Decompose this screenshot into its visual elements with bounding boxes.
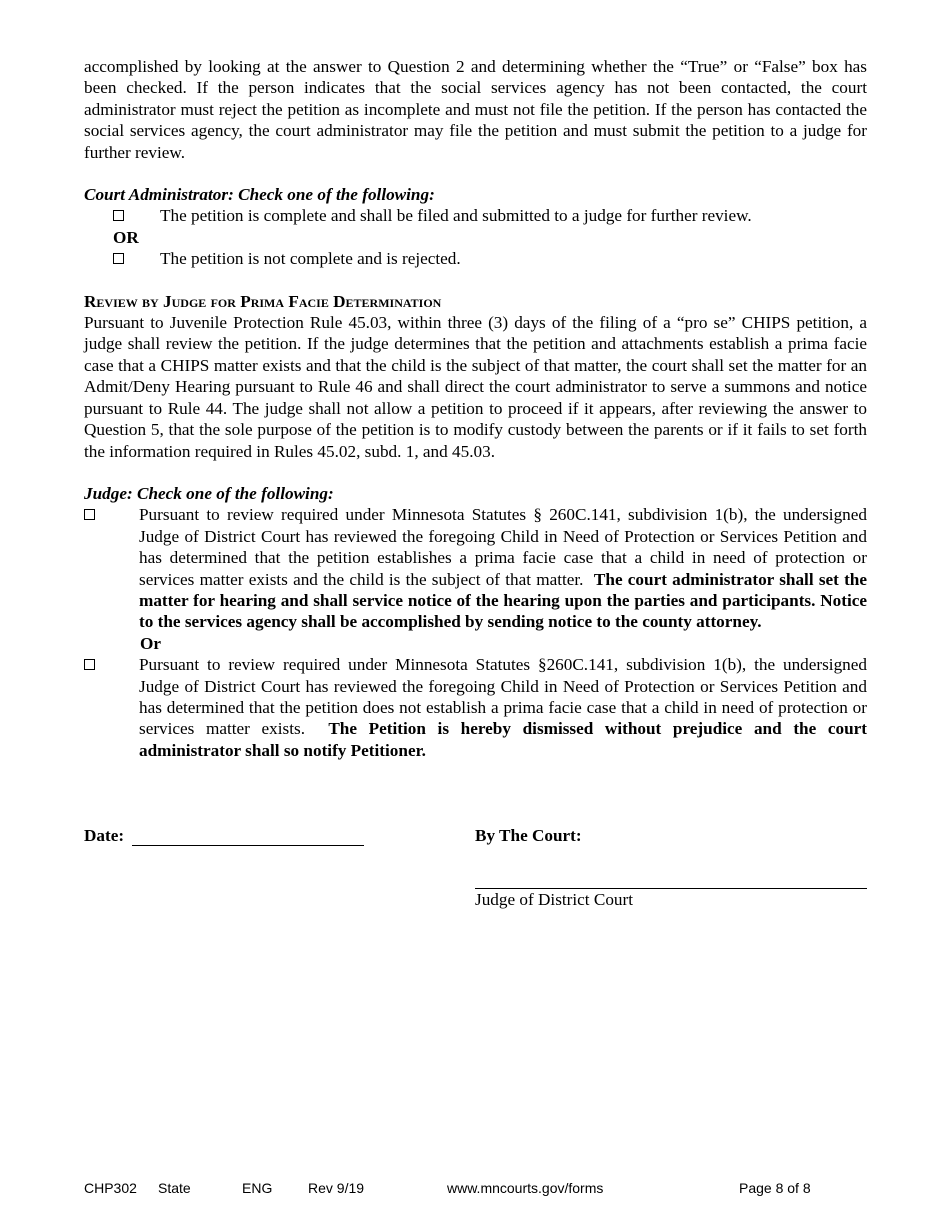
court-admin-or-label: OR xyxy=(113,227,139,247)
date-label: Date: xyxy=(84,826,125,845)
judge-caption: Judge of District Court xyxy=(475,890,634,909)
footer-form-id: CHP302 xyxy=(84,1180,137,1196)
court-admin-heading: Court Administrator: Check one of the following: xyxy=(84,185,435,205)
court-admin-options xyxy=(113,205,867,269)
judge-option-2-bold: The Petition is hereby dismissed without prejudice and the court administrator shall so notify Petitioner. xyxy=(139,719,868,760)
by-court-label: By The Court: xyxy=(475,826,582,845)
checkbox-prima-facie[interactable] xyxy=(84,509,95,520)
judge-or-label: Or xyxy=(140,633,161,653)
court-admin-option-complete xyxy=(113,205,867,226)
option-rejected-label: The petition is not complete and is rejected. xyxy=(160,249,461,269)
intro-paragraph: accomplished by looking at the answer to Question 2 and determining whether the “True” or “False” box has been checked. If the person indicates that the social services agency has not been contacted, the court administrator must reject the petition as incomplete and must not file the petition. If the person has contacted the social services agency, the court administrator may file the petition and must submit the petition to a judge for further review. xyxy=(84,57,867,162)
option-complete-label: The petition is complete and shall be filed and submitted to a judge for further review. xyxy=(160,206,752,226)
signature-block xyxy=(84,826,867,926)
review-heading: Review by Judge for Prima Facie Determination xyxy=(84,291,442,311)
page-footer xyxy=(0,1180,950,1198)
document-body xyxy=(84,56,867,761)
checkbox-complete[interactable] xyxy=(113,210,124,221)
footer-page-number: Page 8 of 8 xyxy=(739,1180,811,1196)
checkbox-dismiss[interactable] xyxy=(84,659,95,670)
judge-option-dismiss xyxy=(84,654,867,761)
judge-heading: Judge: Check one of the following: xyxy=(84,483,334,503)
judge-option-prima-facie xyxy=(84,504,867,632)
footer-url[interactable]: www.mncourts.gov/forms xyxy=(447,1180,604,1196)
judge-signature-line[interactable] xyxy=(475,888,867,889)
court-admin-option-rejected xyxy=(113,248,867,269)
footer-revision: Rev 9/19 xyxy=(308,1180,365,1196)
judge-option-1-bold: The court administrator shall set the matter for hearing and shall service notice of the hearing upon the parties and participants. Notice to the services agency shall be accomplished by sending notice to the county attorney. xyxy=(139,569,867,632)
review-paragraph: Pursuant to Juvenile Protection Rule 45.03, within three (3) days of the filing of a “pro se” CHIPS petition, a judge shall review the petition. If the judge determines that the petition and attachments establish a prima facie case that a CHIPS matter exists and that the child is the subject of that matter, the court shall set the matter for an Admit/Deny Hearing pursuant to Rule 46 and shall direct the court administrator to serve a summons and notice pursuant to Rule 44. The judge shall not allow a petition to proceed if it appears, after reviewing the answer to Question 5, that the sole purpose of the petition is to modify custody between the parents or if it fails to set forth the information required in Rules 45.02, subd. 1, and 45.03. xyxy=(84,313,867,461)
checkbox-rejected[interactable] xyxy=(113,253,124,264)
date-signature-line[interactable] xyxy=(132,845,364,846)
judge-option-1-text: Pursuant to review required under Minnesota Statutes § 260C.141, subdivision 1(b), the undersigned Judge of District Court has reviewed the foregoing Child in Need of Protection or Services Petition and has determined that the petition establishes a prima facie case that a child in need of protection or services matter exists and the child is the subject of that matter. The court administrator shall set the matter for hearing and shall service notice of the hearing upon the parties and participants. Notice to the services agency shall be accomplished by sending notice to the county attorney. xyxy=(139,505,867,632)
footer-state: State xyxy=(158,1180,191,1196)
judge-options xyxy=(84,504,867,761)
footer-language: ENG xyxy=(242,1180,273,1196)
judge-option-2-text: Pursuant to review required under Minnesota Statutes §260C.141, subdivision 1(b), the undersigned Judge of District Court has reviewed the foregoing Child in Need of Protection or Services Petition and has determined that the petition does not establish a prima facie case that a child in need of protection or services matter exists. The Petition is hereby dismissed without prejudice and the court administrator shall so notify Petitioner. xyxy=(139,655,868,760)
